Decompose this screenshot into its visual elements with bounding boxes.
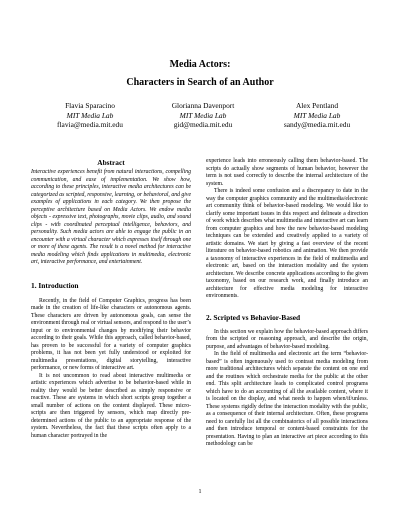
section1-heading: 1. Introduction bbox=[31, 280, 79, 290]
author-email: sandy@media.mit.edu bbox=[283, 120, 351, 130]
author-affiliation: MIT Media Lab bbox=[293, 110, 341, 120]
author-block-1 bbox=[30, 101, 150, 130]
section2-paragraph: In this section we explain how the behavior-based approach differs from the scripted or reasoning approach, and describe the origin, purpose, and advantages of behavior-based modeling. bbox=[206, 328, 368, 350]
body-paragraph: There is indeed some confusion and a discrepancy to date in the way the computer graphics community and the multimedia/electronic art community think of behavior-based modeling. We would like to clarify some important issues in this respect and delineate a direction of work which describes what multimedia and interactive art can learn from computer graphics and how the new behavior-based modeling techniques can be extended and creatively applied to a variety of artistic domains. We start by giving a fast overview of the recent literature on behavior-based robotics and animation. We then provide a taxonomy of interactive experiences in the field of multimedia and electronic art, based on the interaction modality and the system architecture. We describe concrete applications according to the given taxonomy, based on our research work, and finally introduce an architecture for effective media modeling for interactive environments. bbox=[206, 188, 368, 299]
page-number: 1 bbox=[198, 489, 202, 495]
author-email: gid@media.mit.edu bbox=[173, 120, 233, 130]
author-block-3 bbox=[257, 101, 377, 130]
body-paragraph: experience leads into erroneously calling them behavior-based. The scripts do actually show segments of human behavior, however the term is not used correctly to describe the internal architecture of the system. bbox=[206, 158, 368, 187]
section1-paragraph: It is not uncommon to read about interactive multimedia or artistic experiences which advertise to be behavior-based while in reality they would be better described as simply responsive or reactive. These are systems in which short scripts group together a small number of actions on the content displayed. These micro-scripts are then triggered by sensors, which map directly pre-determined actions of the public to an appropriate response of the system. Nevertheless, the fact that these scripts often apply to a human character portrayed in the bbox=[31, 372, 191, 439]
abstract-heading: Abstract bbox=[97, 158, 125, 167]
section2-heading: 2. Scripted vs Behavior-Based bbox=[206, 312, 301, 322]
author-name: Flavia Sparacino bbox=[65, 101, 115, 110]
author-name: Alex Pentland bbox=[295, 101, 339, 110]
author-affiliation: MIT Media Lab bbox=[179, 110, 227, 120]
paper-title-line1: Media Actors: bbox=[169, 59, 231, 70]
right-column bbox=[206, 158, 368, 449]
section1-paragraph: Recently, in the field of Computer Graphics, progress has been made in the creation of life-like characters or autonomous agents. These characters are driven by autonomous goals, can sense the environment through real or virtual sensors, and respond to the user’s input or to environmental changes by modifying their behavior according to their goals. While this approach, called behavior-based, has proven to be successful for a variety of computer graphics problems, it has not been yet fully understood or exploited for multimedia presentations, digital storytelling, interactive performance, or new forms of interactive art. bbox=[31, 297, 191, 371]
author-block-2 bbox=[143, 101, 263, 130]
author-affiliation: MIT Media Lab bbox=[66, 110, 114, 120]
section2-paragraph: In the field of multimedia and electronic art the term “behavior-based” is often ingenuously used to contrast media modeling from more traditional architectures which separate the content on one end and the routines which orchestrate media for the public at the other end. This split architecture leads to complicated control programs which have to do an accounting of all the available content, where it is located on the display, and what needs to happen when/if/unless. These systems rigidly define the interaction modality with the public, as a consequence of their internal architecture. Often, these programs need to carefully list all the combinatorics of all possible interactions and then introduce temporal or content-based constraints for the presentation. Having to plan an interactive art piece according to this methodology can be bbox=[206, 351, 368, 447]
left-column bbox=[31, 158, 191, 440]
paper-title-line2: Characters in Search of an Author bbox=[126, 77, 274, 88]
abstract-text: Interactive experiences benefit from natural interactions, compelling communication, and ease of implementation. We show how, according to these principles, interactive media architectures can be categorized as scripted, responsive, learning, or behavioral, and give examples of applications in each category. We then propose the perceptive architecture based on Media Actors. We endow media objects - expressive text, photographs, movie clips, audio, and sound clips - with coordinated perceptual intelligence, behaviors, and personality. Such media actors are able to engage the public in an encounter with a virtual character which expresses itself through one or more of these agents. The result is a novel method for interactive media modeling which finds applications in multimedia, electronic art, interactive performance, and entertainment. bbox=[31, 169, 191, 265]
author-email: flavia@media.mit.edu bbox=[57, 120, 123, 130]
author-name: Glorianna Davenport bbox=[171, 101, 235, 110]
